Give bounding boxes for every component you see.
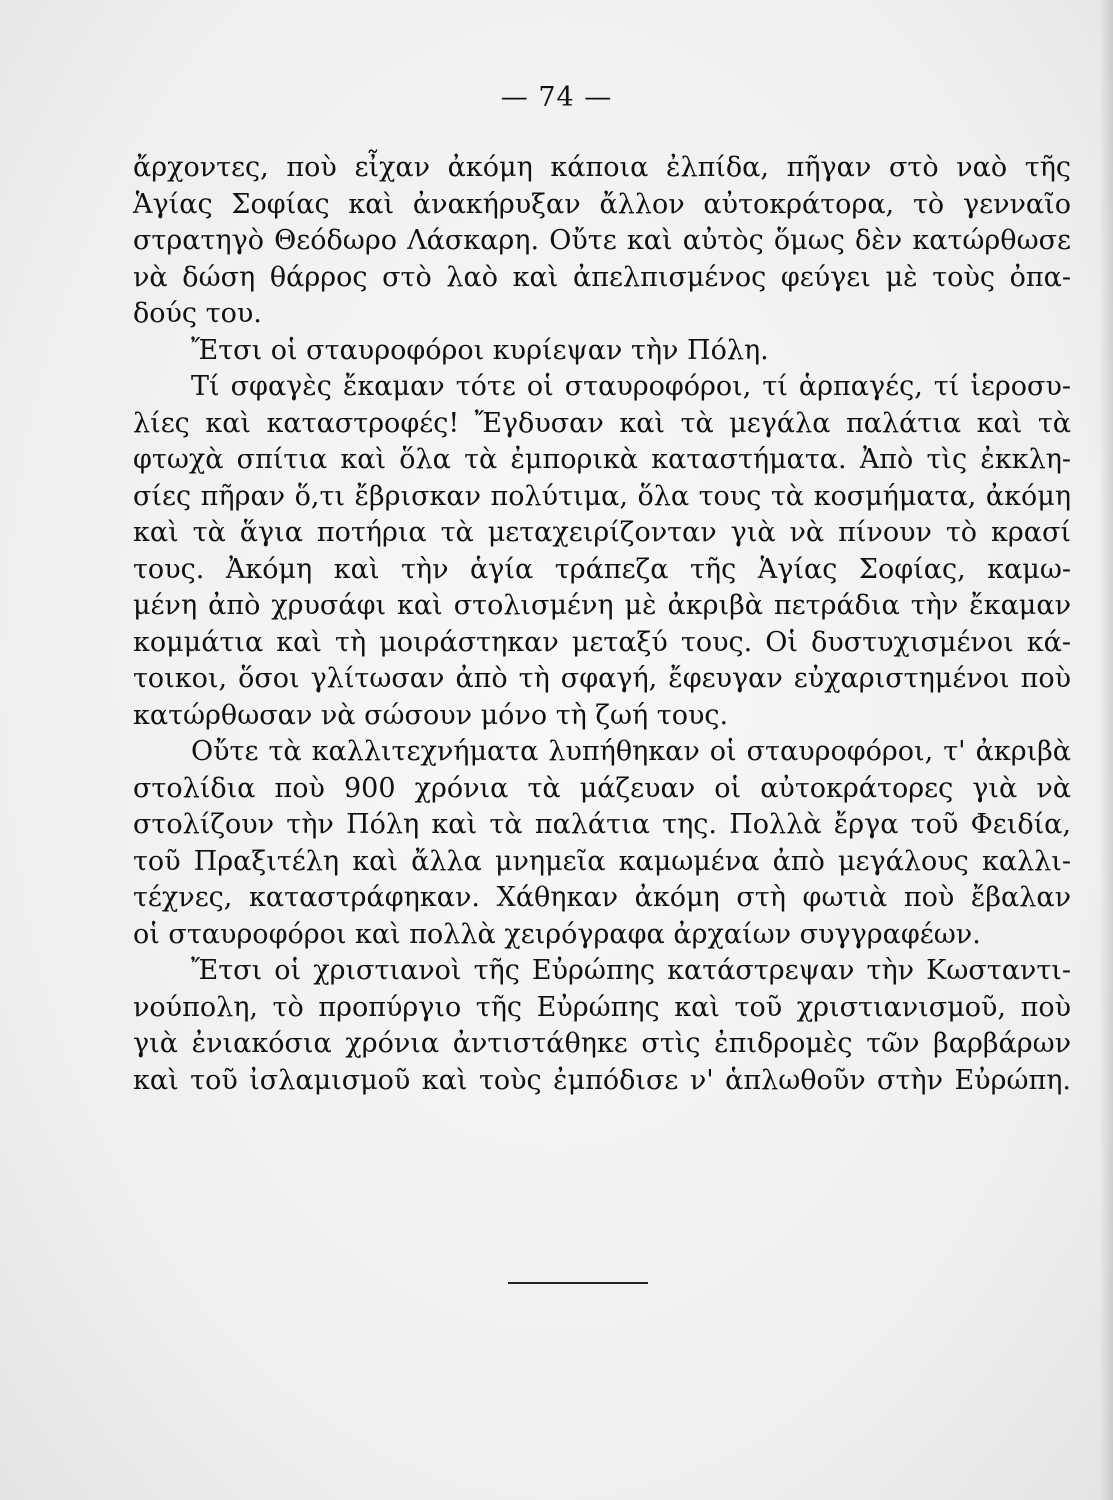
text-line: κατώρθωσαν νὰ σώσουν μόνο τὴ ζωή τους. — [133, 699, 729, 731]
text-line: σίες πῆραν ὅ,τι ἔβρισκαν πολύτιμα, ὅλα τους τὰ κοσμήματα, ἀκόμη — [133, 480, 1071, 512]
paragraph-start-line: Ἔτσι οἱ χριστιανοὶ τῆς Εὐρώπης κατάστρεψαν τὴν Κωσταντι- — [191, 955, 1071, 986]
text-line: καὶ τοῦ ἰσλαμισμοῦ καὶ τοὺς ἐμπόδισε ν' ἁπλωθοῦν στὴν Εὐρώπη. — [133, 1064, 1071, 1096]
text-line: τους. Ἀκόμη καὶ τὴν ἁγία τράπεζα τῆς Ἁγίας Σοφίας, καμω- — [133, 553, 1071, 585]
body-text — [133, 150, 1071, 1099]
text-line: γιὰ ἐνιακόσια χρόνια ἀντιστάθηκε στὶς ἐπιδρομὲς τῶν βαρβάρων — [133, 1028, 1071, 1059]
text-line: καὶ τὰ ἅγια ποτήρια τὰ μεταχειρίζονταν γιὰ νὰ πίνουν τὸ κρασί — [133, 517, 1071, 548]
page-number: — 74 — — [500, 82, 613, 113]
text-line: στολίζουν τὴν Πόλη καὶ τὰ παλάτια της. Πολλὰ ἔργα τοῦ Φειδία, — [133, 809, 1071, 840]
text-line: φτωχὰ σπίτια καὶ ὅλα τὰ ἐμπορικὰ καταστήματα. Ἀπὸ τὶς ἐκκλη- — [133, 444, 1071, 475]
text-line: ἄρχοντες, ποὺ εἶχαν ἀκόμη κάποια ἐλπίδα, πῆγαν στὸ ναὸ τῆς — [133, 152, 1071, 183]
paragraph-start-line: Ἔτσι οἱ σταυροφόροι κυρίεψαν τὴν Πόλη. — [191, 334, 769, 366]
text-line: στρατηγὸ Θεόδωρο Λάσκαρη. Οὔτε καὶ αὐτὸς ὅμως δὲν κατώρθωσε — [133, 225, 1071, 256]
text-line: οἱ σταυροφόροι καὶ πολλὰ χειρόγραφα ἀρχαίων συγγραφέων. — [133, 918, 981, 950]
text-line: Ἁγίας Σοφίας καὶ ἀνακήρυξαν ἄλλον αὐτοκράτορα, τὸ γενναῖο — [133, 188, 1071, 220]
text-line: λίες καὶ καταστροφές! Ἔγδυσαν καὶ τὰ μεγάλα παλάτια καὶ τὰ — [133, 407, 1071, 439]
text-line: νούπολη, τὸ προπύργιο τῆς Εὐρώπης καὶ τοῦ χριστιανισμοῦ, ποὺ — [133, 991, 1071, 1023]
page-edge-shadow — [1099, 0, 1113, 1500]
text-line: κομμάτια καὶ τὴ μοιράστηκαν μεταξύ τους. Οἱ δυστυχισμένοι κά- — [133, 626, 1071, 658]
text-line: τοικοι, ὅσοι γλίτωσαν ἀπὸ τὴ σφαγή, ἔφευγαν εὐχαριστημένοι ποὺ — [133, 663, 1071, 694]
text-line: τέχνες, καταστράφηκαν. Χάθηκαν ἀκόμη στὴ φωτιὰ ποὺ ἔβαλαν — [133, 882, 1071, 913]
section-end-rule — [508, 1282, 648, 1284]
text-line: μένη ἀπὸ χρυσάφι καὶ στολισμένη μὲ ἀκριβὰ πετράδια τὴν ἔκαμαν — [133, 590, 1071, 621]
text-line: νὰ δώση θάρρος στὸ λαὸ καὶ ἀπελπισμένος φεύγει μὲ τοὺς ὀπα- — [133, 261, 1071, 293]
paragraph-start-line: Τί σφαγὲς ἔκαμαν τότε οἱ σταυροφόροι, τί ἁρπαγές, τί ἱεροσυ- — [191, 371, 1071, 402]
paragraph-start-line: Οὔτε τὰ καλλιτεχνήματα λυπήθηκαν οἱ σταυροφόροι, τ' ἀκριβὰ — [191, 736, 1071, 767]
text-line: στολίδια ποὺ 900 χρόνια τὰ μάζευαν οἱ αὐτοκράτορες γιὰ νὰ — [133, 772, 1071, 804]
text-line: δούς του. — [133, 298, 262, 329]
text-line: τοῦ Πραξιτέλη καὶ ἄλλα μνημεῖα καμωμένα ἀπὸ μεγάλους καλλι- — [133, 845, 1071, 877]
